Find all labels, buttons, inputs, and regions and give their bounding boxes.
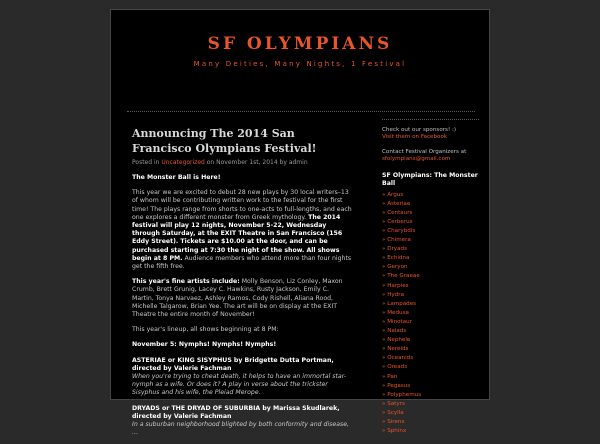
main-content: [132, 126, 352, 444]
monster-list-item: [382, 301, 482, 308]
monster-link[interactable]: Lampades: [387, 300, 417, 307]
paragraph-artists: This year's fine artists include: Molly Benson, Liz Conley, Maxon Crumb, Brett Grunig, Lacey C. Hawkins, Rusty Jackson, Emily C. Martin, Tonya Narvaez, Ashley Ramos, Cody Rishell, Aliana Rood, Michelle Talgarow, Brian Yee. The art will be on display at the EXIT Theatre the entire month of November!: [132, 278, 343, 319]
monster-list-item: [382, 337, 482, 344]
monster-link[interactable]: Sirens: [387, 418, 405, 425]
paragraph-lineup: This year's lineup, all shows beginning at 8 PM:: [132, 326, 279, 334]
post-title[interactable]: Announcing The 2014 San Francisco Olympians Festival!: [132, 127, 317, 155]
monster-link[interactable]: Geryon: [387, 264, 408, 271]
monster-list-item: [382, 210, 482, 217]
monster-link[interactable]: Pan: [387, 373, 398, 380]
monster-link[interactable]: Oceanids: [387, 355, 414, 362]
monster-link[interactable]: Minotaur: [387, 318, 413, 325]
monster-list-item: [382, 328, 482, 335]
contact-block: [382, 149, 482, 164]
monster-link[interactable]: Naiads: [387, 328, 407, 335]
monster-link[interactable]: The Graeae: [387, 273, 420, 280]
monster-link[interactable]: Satyrs: [387, 400, 405, 407]
play-dryads: DRYADS or THE DRYAD OF SUBURBIA by Marissa Skudlarek, directed by Valerie Fachman In a suburban neighborhood blighted by both conformity and disease, …: [132, 404, 349, 437]
monster-list-item: [382, 319, 482, 326]
monster-list-item: [382, 246, 482, 253]
monster-link[interactable]: Nereids: [387, 346, 409, 353]
facebook-link[interactable]: Visit them on Facebook: [382, 134, 448, 141]
meta-posted-in: Posted in: [132, 159, 160, 166]
monster-list-item: [382, 428, 482, 435]
night-heading: November 5: Nymphs! Nymphs! Nymphs!: [132, 341, 277, 349]
monster-link[interactable]: Hydra: [387, 291, 404, 298]
monster-link[interactable]: Polyphemus: [387, 391, 422, 398]
page-frame: [110, 9, 490, 437]
monster-list: [382, 192, 482, 436]
monster-list-item: [382, 355, 482, 362]
header-divider: [127, 111, 475, 112]
category-link[interactable]: Uncategorized: [161, 159, 205, 166]
monster-list-item: [382, 201, 482, 208]
monster-link[interactable]: Oreads: [387, 364, 408, 371]
monster-list-item: [382, 192, 482, 199]
monster-link[interactable]: Medusa: [387, 309, 409, 316]
paragraph-intro: This year we are excited to debut 28 new plays by 30 local writers–13 of whom will be contributing written work to the festival for the first time! The plays range from shorts to one-acts to full-lengths, and each one explores a different monster from Greek mythology. The 2014 festival will play 12 nights, November 5-22, Wednesday through Saturday, at the EXIT Theatre in San Francisco (156 Eddy Street). Tickets are $10.00 at the door, and can be purchased starting at 7:30 the night of the show. All shows begin at 8 PM. Audience members who attend more than four nights get the fifth free.: [132, 189, 352, 271]
monster-link[interactable]: Sphinx: [387, 428, 407, 435]
monster-link[interactable]: Argus: [387, 191, 404, 198]
monster-list-item: [382, 401, 482, 408]
post-heading: The Monster Ball is Here!: [132, 174, 221, 181]
meta-date-author: on November 1st, 2014 by admin: [206, 159, 308, 166]
monster-link[interactable]: Charybdis: [387, 228, 416, 234]
sponsors-text: Check out our sponsors! :): [382, 127, 457, 133]
monster-list-item: [382, 228, 482, 235]
monster-link[interactable]: Asteriae: [387, 200, 411, 207]
monster-link[interactable]: Cerberus: [387, 218, 413, 225]
sponsors-block: [382, 127, 482, 142]
monster-list-item: [382, 410, 482, 417]
monster-link[interactable]: Nephele: [387, 337, 411, 344]
monster-list-item: [382, 383, 482, 390]
email-link[interactable]: sfolympians@gmail.com: [382, 156, 451, 163]
sidebar-divider: [382, 119, 479, 120]
monster-list-item: [382, 419, 482, 426]
monster-list-item: [382, 292, 482, 299]
sidebar: [382, 127, 482, 437]
contact-text: Contact Festival Organizers at: [382, 148, 467, 155]
site-header: [111, 10, 489, 68]
monster-list-item: [382, 364, 482, 371]
monster-link[interactable]: Pegasus: [387, 382, 411, 389]
monster-list-item: [382, 346, 482, 353]
monster-link[interactable]: Chimera: [387, 237, 411, 244]
monster-list-item: [382, 237, 482, 244]
site-title[interactable]: SF OLYMPIANS: [207, 34, 393, 54]
monster-ball-heading: SF Olympians: The Monster Ball: [382, 171, 478, 187]
monster-link[interactable]: Echidna: [387, 255, 410, 262]
play-asteriae: ASTERIAE or KING SISYPHUS by Bridgette Dutta Portman, directed by Valerie Fachman When you're trying to cheat death, it helps to have an immortal star-nymph as a wife. Or does it? A play in verse about the trickster Sisyphus and his wife, the Pleiad Merope.: [132, 356, 347, 397]
monster-link[interactable]: Harpies: [387, 282, 409, 289]
post-meta: [132, 159, 352, 166]
post-entry: [132, 174, 352, 437]
monster-link[interactable]: Scylla: [387, 409, 404, 416]
monster-list-item: [382, 264, 482, 271]
monster-list-item: [382, 255, 482, 262]
monster-list-item: [382, 374, 482, 381]
monster-list-item: [382, 283, 482, 290]
monster-link[interactable]: Dryads: [387, 246, 408, 253]
monster-list-item: [382, 310, 482, 317]
monster-list-item: [382, 219, 482, 226]
festival-details: The 2014 festival will play 12 nights, November 5-22, Wednesday through Saturday, at the EXIT Theatre in San Francisco (156 Eddy Street). Tickets are $10.00 at the door, and can be purchased starting at 7:30 the night of the show. All shows begin at 8 PM.: [132, 213, 343, 262]
monster-link[interactable]: Centaurs: [387, 209, 413, 216]
monster-list-item: [382, 392, 482, 399]
monster-list-item: [382, 273, 482, 280]
site-tagline: Many Deities, Many Nights, 1 Festival: [193, 60, 407, 68]
